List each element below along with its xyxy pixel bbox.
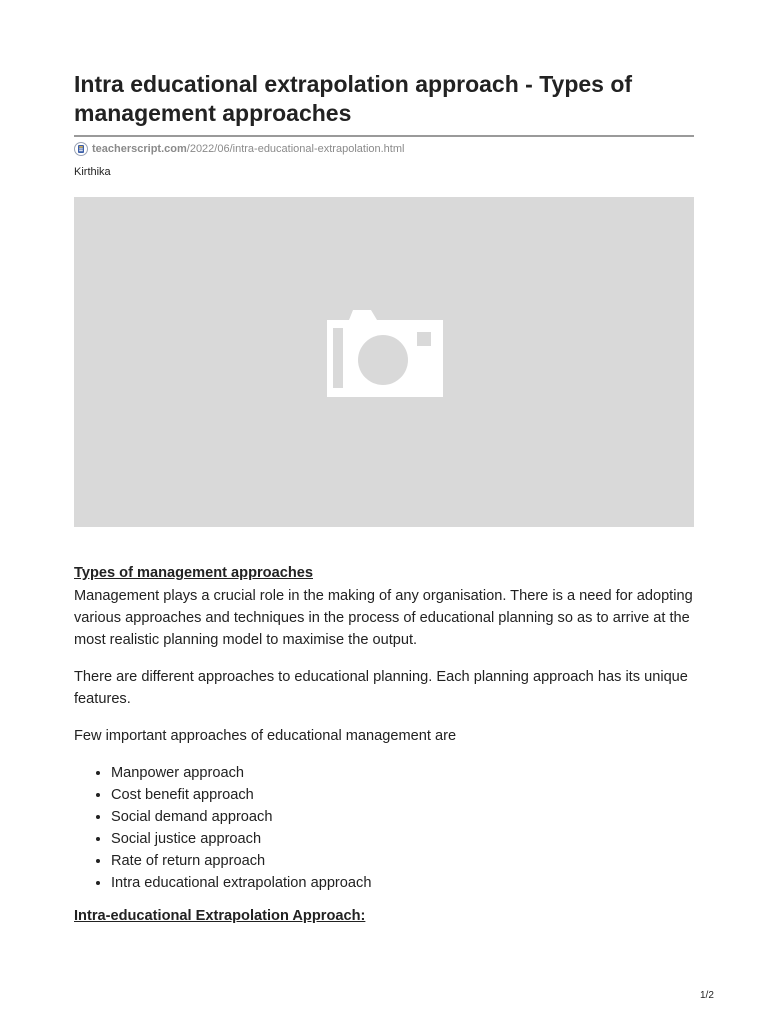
source-path[interactable]: /2022/06/intra-educational-extrapolation.html bbox=[186, 143, 405, 155]
article-body bbox=[74, 564, 699, 925]
approaches-list bbox=[74, 762, 699, 894]
list-item: • Intra educational extrapolation approach bbox=[111, 872, 699, 894]
article-image-placeholder bbox=[74, 197, 694, 527]
source-link[interactable] bbox=[74, 142, 404, 156]
paragraph-intro: Management plays a crucial role in the making of any organisation. There is a need for adopting various approaches and techniques in the process of educational planning so as to arrive at the most realistic planning model to maximise the output. bbox=[74, 588, 693, 648]
site-favicon-icon bbox=[74, 142, 88, 156]
page-title: Intra educational extrapolation approach - Types of management approaches bbox=[74, 71, 633, 126]
section-heading-types: Types of management approaches bbox=[74, 565, 313, 581]
page-number: 1/2 bbox=[700, 990, 714, 1001]
title-divider bbox=[74, 135, 694, 137]
list-item: • Cost benefit approach bbox=[111, 784, 699, 806]
list-item: • Rate of return approach bbox=[111, 850, 699, 872]
source-domain[interactable]: teacherscript.com bbox=[92, 143, 187, 155]
paragraph-approaches: There are different approaches to educational planning. Each planning approach has its unique features. bbox=[74, 669, 688, 707]
section-heading-extrapolation: Intra-educational Extrapolation Approach: bbox=[74, 908, 366, 924]
list-item: • Manpower approach bbox=[111, 762, 699, 784]
camera-icon bbox=[327, 310, 443, 402]
paragraph-list-intro: Few important approaches of educational management are bbox=[74, 728, 457, 744]
list-item: • Social demand approach bbox=[111, 806, 699, 828]
list-item: • Social justice approach bbox=[111, 828, 699, 850]
author-name: Kirthika bbox=[74, 166, 111, 178]
